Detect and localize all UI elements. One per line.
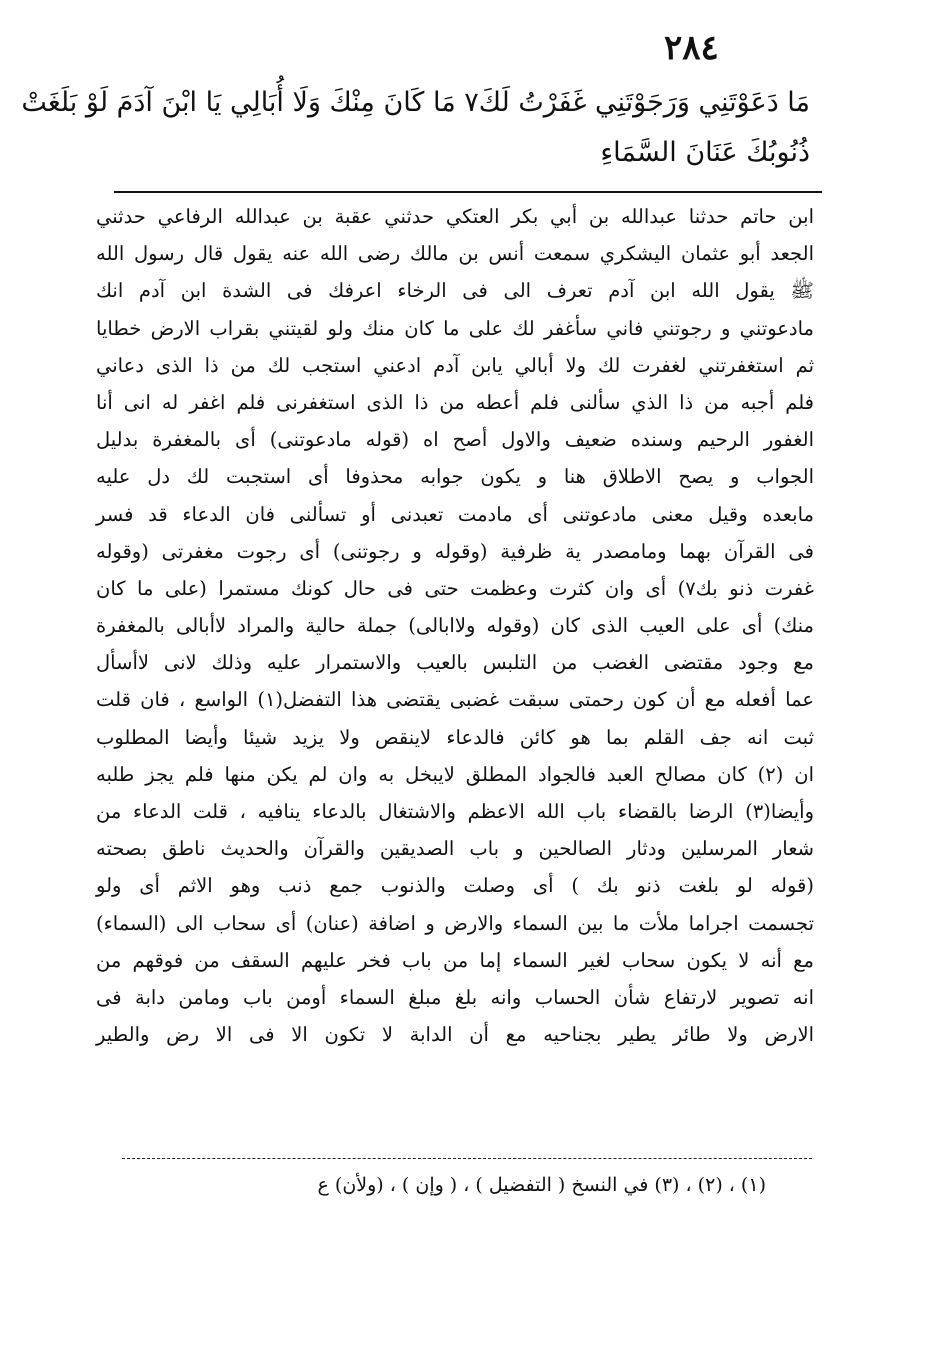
- separator-rule: [114, 191, 822, 193]
- commentary-line: ثم استغفرتني لغفرت لك ولا أبالي يابن آدم ادعني استجب لك من ذا الذى دعاني: [96, 353, 814, 377]
- commentary-line: الارض ولا طائر يطير بجناحيه مع أن الدابة لا تكون الا فى الا رض والطير: [96, 1023, 814, 1047]
- commentary-line: ابن حاتم حدثنا عبدالله بن أبي بكر العتكي حدثني عقبة بن عبدالله الرفاعي حدثني: [96, 205, 814, 228]
- page-number: ٢٨٤: [664, 28, 719, 68]
- commentary-line: ثبت انه جف القلم بما هو كائن فالدعاء لاينقص ولا يزيد شيئا وأيضا المطلوب: [96, 725, 814, 749]
- commentary-line: شعار المرسلين ودثار الصالحين و باب الصديقين والقرآن والحديث ناطق بصحته: [96, 837, 814, 861]
- commentary-line: الغفور الرحيم وسنده ضعيف والاول أصح اه (قوله مادعوتنى) أى بالمغفرة بدليل: [96, 428, 814, 452]
- commentary-line: الجواب و يصح الاطلاق هنا و يكون جوابه محذوفا أى استجبت لك دل عليه: [96, 465, 814, 489]
- commentary-line: (قوله لو بلغت ذنو بك ) أى وصلت والذنوب جمع ذنب وهو الاثم أى ولو: [96, 874, 814, 898]
- commentary-line: مع وجود مقتضى الغضب من التلبس بالعيب والاستمرار عليه وذلك لانى لاأسأل: [96, 651, 814, 675]
- commentary-line: عما أفعله مع أن كون رحمتى سبقت غضبى يقتضى هذا التفضل(١) الواسع ، فان قلت: [96, 688, 814, 712]
- commentary-line: مع أنه لا يكون سحاب لغير السماء إما من باب فخر عليهم السقف من فوقهم من: [96, 948, 814, 972]
- footnote: (١) ، (٢) ، (٣) في النسخ ( التفضيل ) ، ( وإن ) ، (ولأن) ع: [317, 1174, 766, 1196]
- footnote-separator: [122, 1158, 812, 1159]
- hadith-line: ذُنُوبُكَ عَنَانَ السَّمَاءِ: [600, 137, 810, 168]
- commentary-line: فلم أجبه من ذا الذي سألنى فلم أعطه من ذا الذى استغفرنى فلم اغفر له انى أنا: [96, 390, 814, 414]
- commentary-line: انه تصوير لارتفاع شأن الحساب وانه بلغ مبلغ السماء أومن باب ومامن دابة فى: [96, 985, 814, 1009]
- commentary-line: ﷺ يقول الله ابن آدم تعرف الى فى الرخاء اعرفك فى الشدة ابن آدم انك: [96, 279, 814, 303]
- commentary-line: مادعوتني و رجوتني فاني سأغفر لك على ما كان منك ولو لقيتني بقراب الارض خطايا: [96, 316, 814, 340]
- commentary-line: مابعده وقيل معنى مادعوتنى أى مادمت تعبدنى أو تسألنى فان الدعاء قد فسر: [96, 502, 814, 526]
- commentary-line: تجسمت اجراما ملأت ما بين السماء والارض و اضافة (عنان) أى سحاب الى (السماء): [96, 911, 814, 935]
- commentary-line: فى القرآن بهما ومامصدر ية ظرفية (وقوله و رجوتنى) أى رجوت مغفرتى (وقوله: [96, 539, 814, 563]
- hadith-line: مَا دَعَوْتَنِي وَرَجَوْتَنِي غَفَرْتُ لَكَ٧ مَا كَانَ مِنْكَ وَلَا أُبَالِي يَا ابْنَ آدَمَ لَوْ بَلَغَتْ: [21, 87, 810, 118]
- commentary-line: وأيضا(٣) الرضا بالقضاء باب الله الاعظم والاشتغال بالدعاء ينافيه ، قلت الدعاء من: [96, 800, 814, 823]
- commentary-line: غفرت ذنو بك٧) أى وان كثرت وعظمت حتى فى حال كونك مستمرا (على ما كان: [96, 576, 814, 600]
- hadith-text-block: [21, 78, 810, 178]
- commentary-block: [96, 198, 814, 1053]
- commentary-line: منك) أى على العيب الذى كان (وقوله ولاابالى) جملة حالية والمراد لاأبالى بالمغفرة: [96, 614, 814, 638]
- commentary-line: ان (٢) كان مصالح العبد فالجواد المطلق لايبخل به وان لم يكن منها فلم يجز طلبه: [96, 762, 815, 786]
- commentary-line: الجعد أبو عثمان اليشكري سمعت أنس بن مالك رضى الله عنه يقول قال رسول الله: [96, 242, 814, 266]
